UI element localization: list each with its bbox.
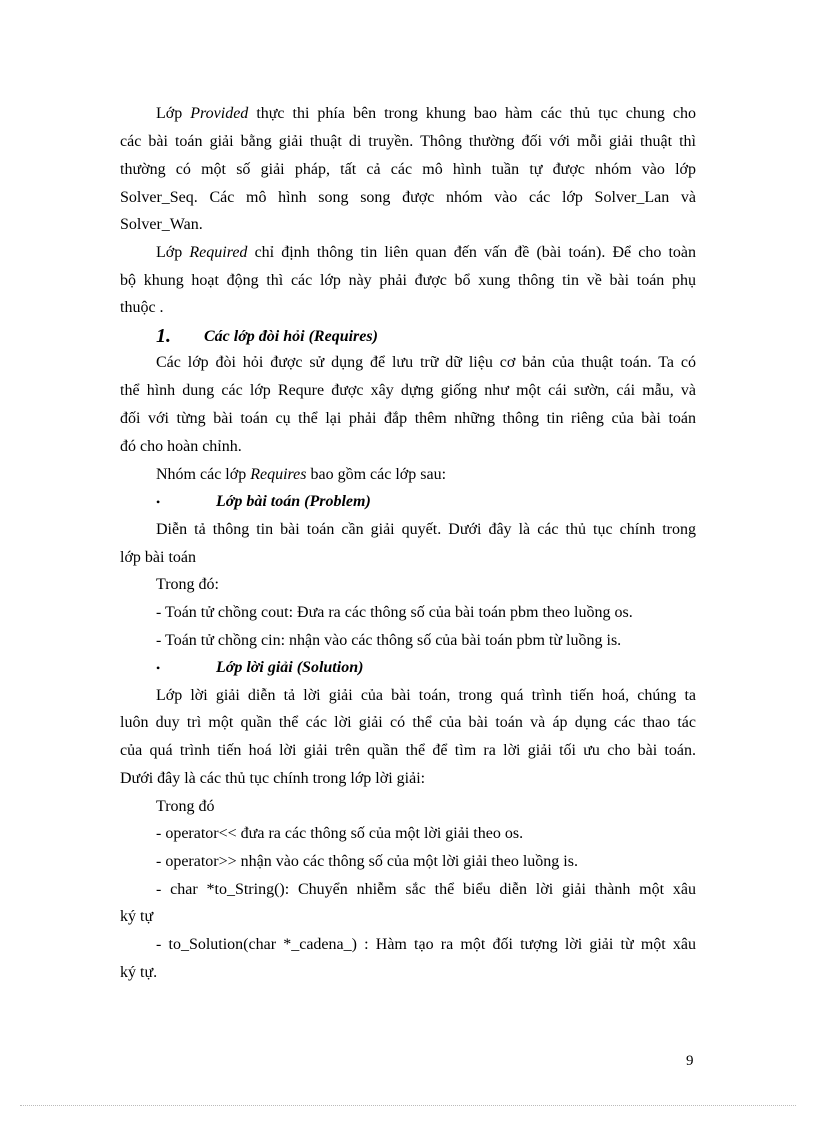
para6-line11: ký tự. xyxy=(120,964,158,981)
para1-line2: các bài toán giải bằng giải thuật di truyền. Thông thường đối với mỗi giải thuật thì xyxy=(120,133,696,150)
bullet-icon: • xyxy=(156,661,161,675)
para2-line3: thuộc . xyxy=(120,299,164,316)
para6-line1: Lớp lời giải diễn tả lời giải của bài toán, trong quá trình tiến hoá, chúng ta xyxy=(156,687,696,704)
para5-line5: - Toán tử chồng cin: nhận vào các thông số của bài toán pbm từ luồng is. xyxy=(156,632,622,649)
bullet1-title: Lớp bài toán (Problem) xyxy=(216,493,371,510)
page-bottom-divider xyxy=(20,1105,796,1106)
para1-line5: Solver_Wan. xyxy=(120,216,203,233)
para4-line1: Nhóm các lớp Requires bao gồm các lớp sau: xyxy=(156,466,447,483)
para6-line4: Dưới đây là các thủ tục chính trong lớp lời giải: xyxy=(120,770,426,787)
para5-line2: lớp bài toán xyxy=(120,549,196,566)
para5-line3: Trong đó: xyxy=(156,576,219,593)
para6-line7: - operator>> nhận vào các thông số của một lời giải theo luồng is. xyxy=(156,853,578,870)
para6-line10: - to_Solution(char *_cadena_) : Hàm tạo ra một đối tượng lời giải từ một xâu xyxy=(156,936,696,953)
para2-line1: Lớp Required chỉ định thông tin liên quan đến vấn đề (bài toán). Để cho toàn xyxy=(156,244,697,261)
para3-line4: đó cho hoàn chỉnh. xyxy=(120,438,242,455)
page-number: 9 xyxy=(686,1053,694,1069)
bullet-icon: • xyxy=(156,495,161,509)
para5-line4: - Toán tử chồng cout: Đưa ra các thông số của bài toán pbm theo luồng os. xyxy=(156,604,633,621)
para3-line3: đối với từng bài toán cụ thể lại phải đắp thêm những thông tin riêng của bài toán xyxy=(120,410,696,427)
para1-line3: thường có một số giải pháp, tất cả các mô hình tuần tự được nhóm vào lớp xyxy=(120,161,696,178)
section-title: Các lớp đòi hỏi (Requires) xyxy=(204,328,378,345)
para5-line1: Diễn tả thông tin bài toán cần giải quyết. Dưới đây là các thủ tục chính trong xyxy=(156,521,696,538)
para6-line5: Trong đó xyxy=(156,798,215,815)
para2-line2: bộ khung hoạt động thì các lớp này phải được bổ xung thông tin về bài toán phụ xyxy=(120,272,696,289)
bullet2-title: Lớp lời giải (Solution) xyxy=(216,659,364,676)
para6-line8: - char *to_String(): Chuyển nhiễm sắc thể biểu diễn lời giải thành một xâu xyxy=(156,881,696,898)
para6-line9: ký tự xyxy=(120,908,154,925)
para3-line2: thể hình dung các lớp Requre được xây dựng giống như một cái sườn, cái mẫu, và xyxy=(120,382,696,399)
section-number: 1. xyxy=(156,325,171,347)
para3-line1: Các lớp đòi hỏi được sử dụng để lưu trữ dữ liệu cơ bản của thuật toán. Ta có xyxy=(156,354,696,371)
para6-line2: luôn duy trì một quần thể các lời giải có thể của bài toán và áp dụng các thao tác xyxy=(120,714,696,731)
para1-line4: Solver_Seq. Các mô hình song song được nhóm vào các lớp Solver_Lan và xyxy=(120,189,696,206)
para6-line3: của quá trình tiến hoá lời giải trên quần thể để tìm ra lời giải tối ưu cho bài toán. xyxy=(120,742,696,759)
para1-line1: Lớp Provided thực thi phía bên trong khung bao hàm các thủ tục chung cho xyxy=(156,105,697,122)
para6-line6: - operator<< đưa ra các thông số của một lời giải theo os. xyxy=(156,825,524,842)
